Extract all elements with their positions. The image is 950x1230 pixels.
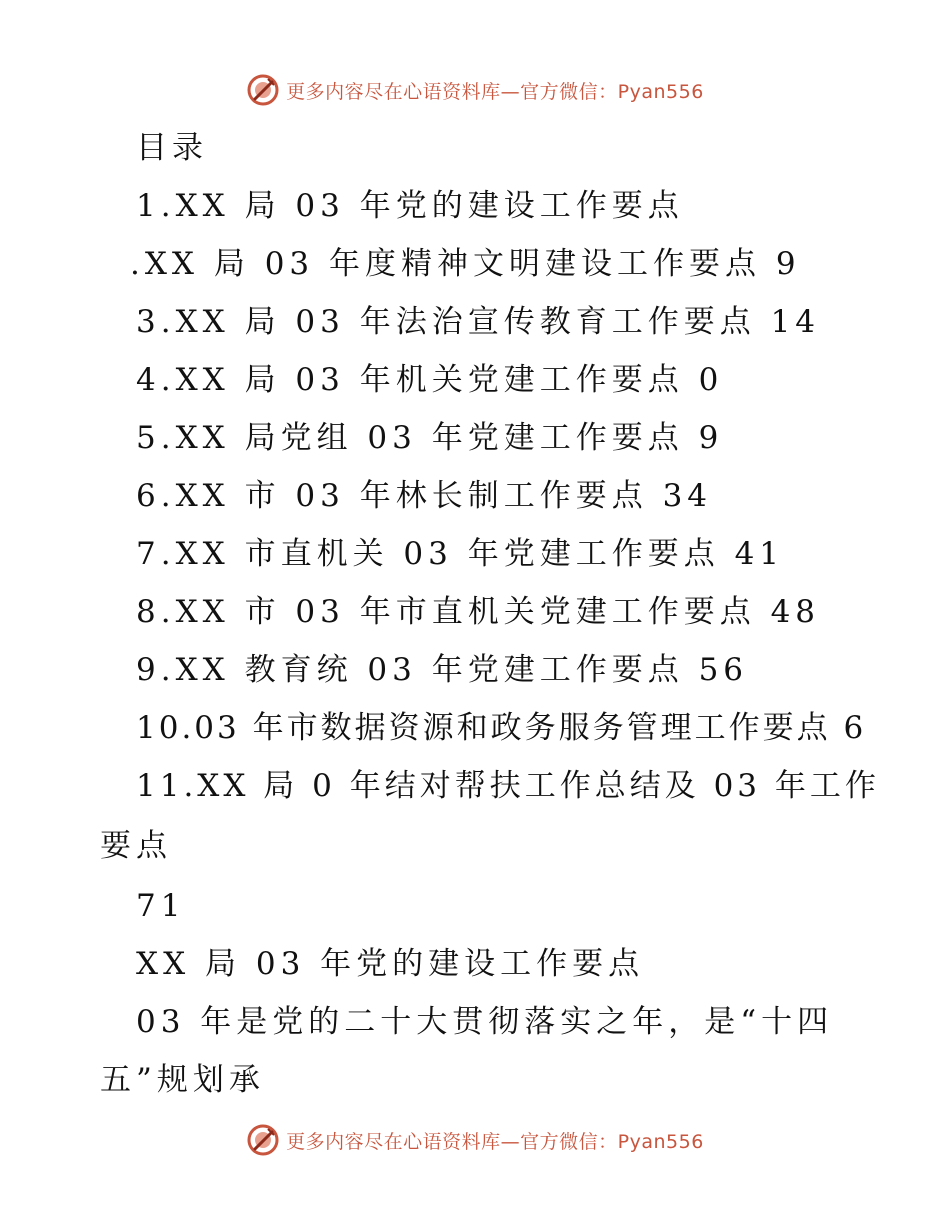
toc-item-8: 8.XX 市 03 年市直机关党建工作要点 48: [136, 594, 821, 630]
toc-item-3: 3.XX 局 03 年法治宣传教育工作要点 14: [136, 304, 821, 340]
toc-item-11: 11.XX 局 0 年结对帮扶工作总结及 03 年工作: [136, 768, 880, 804]
body-paragraph-line-2: 五”规划承: [100, 1062, 265, 1098]
toc-item-5: 5.XX 局党组 03 年党建工作要点 9: [136, 420, 724, 456]
body-paragraph-line-1: 03 年是党的二十大贯彻落实之年，是“十四: [136, 1004, 834, 1040]
red-seal-logo-icon: [246, 1123, 280, 1157]
toc-item-2: .XX 局 03 年度精神文明建设工作要点 9: [130, 246, 801, 282]
toc-item-1: 1.XX 局 03 年党的建设工作要点: [136, 188, 684, 224]
toc-item-6: 6.XX 市 03 年林长制工作要点 34: [136, 478, 713, 514]
toc-item-10: 10.03 年市数据资源和政务服务管理工作要点 6: [136, 710, 867, 746]
toc-item-9: 9.XX 教育统 03 年党建工作要点 56: [136, 652, 749, 688]
watermark-text: 更多内容尽在心语资料库—官方微信：Pyan556: [286, 1130, 704, 1153]
red-seal-logo-icon: [246, 73, 280, 107]
toc-item-11-page: 71: [136, 888, 186, 924]
section-title: XX 局 03 年党的建设工作要点: [136, 946, 645, 982]
toc-item-11-continued: 要点: [100, 828, 172, 864]
watermark-header: [0, 70, 950, 110]
watermark-text: 更多内容尽在心语资料库—官方微信：Pyan556: [286, 80, 704, 103]
watermark-footer: [0, 1120, 950, 1160]
toc-heading: 目录: [136, 130, 208, 166]
toc-item-7: 7.XX 市直机关 03 年党建工作要点 41: [136, 536, 785, 572]
toc-item-4: 4.XX 局 03 年机关党建工作要点 0: [136, 362, 724, 398]
